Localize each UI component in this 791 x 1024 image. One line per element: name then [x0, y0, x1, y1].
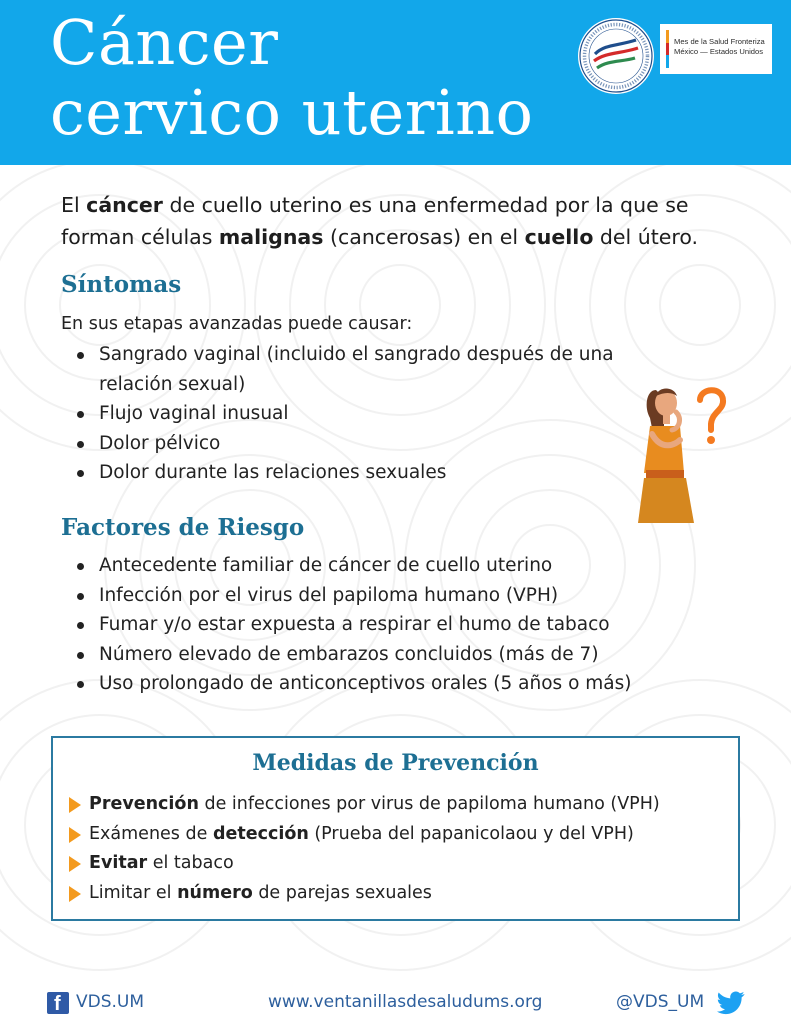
list-item: Evitar el tabaco — [69, 849, 660, 879]
logo-text: Mes de la Salud Fronteriza México — Estados Unidos — [674, 37, 765, 56]
emphasis: cáncer — [86, 193, 163, 217]
triangle-bullet-icon — [69, 797, 81, 813]
question-mark-icon — [700, 390, 723, 444]
triangle-bullet-icon — [69, 886, 81, 902]
prevention-list — [69, 790, 660, 908]
list-item: Prevención de infecciones por virus de papiloma humano (VPH) — [69, 790, 660, 820]
list-item: Exámenes de detección (Prueba del papanicolaou y del VPH) — [69, 820, 660, 850]
list-item: Dolor durante las relaciones sexuales — [61, 458, 671, 488]
list-item: Fumar y/o estar expuesta a respirar el humo de tabaco — [61, 610, 741, 640]
title-line-1: Cáncer — [50, 6, 279, 79]
list-item: Dolor pélvico — [61, 429, 671, 459]
list-item: Antecedente familiar de cáncer de cuello uterino — [61, 551, 741, 581]
thinking-woman-illustration — [636, 378, 736, 523]
risk-factors-heading: Factores de Riesgo — [61, 514, 305, 541]
list-item: Uso prolongado de anticonceptivos orales (5 años o más) — [61, 669, 741, 699]
twitter-bird-icon[interactable] — [717, 991, 745, 1015]
footer — [0, 984, 791, 1024]
symptoms-list — [61, 340, 671, 488]
list-item: Flujo vaginal inusual — [61, 399, 671, 429]
prevention-heading: Medidas de Prevención — [252, 750, 539, 776]
list-item: Sangrado vaginal (incluido el sangrado después de una relación sexual) — [61, 340, 671, 399]
list-item: Infección por el virus del papiloma humano (VPH) — [61, 581, 741, 611]
emphasis: cuello — [524, 225, 594, 249]
website-link[interactable]: www.ventanillasdesaludums.org — [268, 992, 543, 1012]
emphasis: malignas — [218, 225, 324, 249]
prevention-box — [51, 736, 740, 921]
facebook-handle-link[interactable]: VDS.UM — [76, 992, 145, 1012]
facebook-icon[interactable] — [47, 992, 69, 1014]
list-item: Limitar el número de parejas sexuales — [69, 879, 660, 909]
risk-factors-list — [61, 551, 741, 699]
triangle-bullet-icon — [69, 827, 81, 843]
triangle-bullet-icon — [69, 856, 81, 872]
symptoms-lead: En sus etapas avanzadas puede causar: — [61, 314, 413, 334]
intro-paragraph: El cáncer de cuello uterino es una enfermedad por la que se forman células malignas (cancerosas) en el cuello del útero. — [61, 193, 699, 249]
title-line-2: cervico uterino — [50, 76, 534, 149]
symptoms-heading: Síntomas — [61, 271, 182, 298]
list-item: Número elevado de embarazos concluidos (más de 7) — [61, 640, 741, 670]
twitter-handle-link[interactable]: @VDS_UM — [616, 992, 705, 1012]
